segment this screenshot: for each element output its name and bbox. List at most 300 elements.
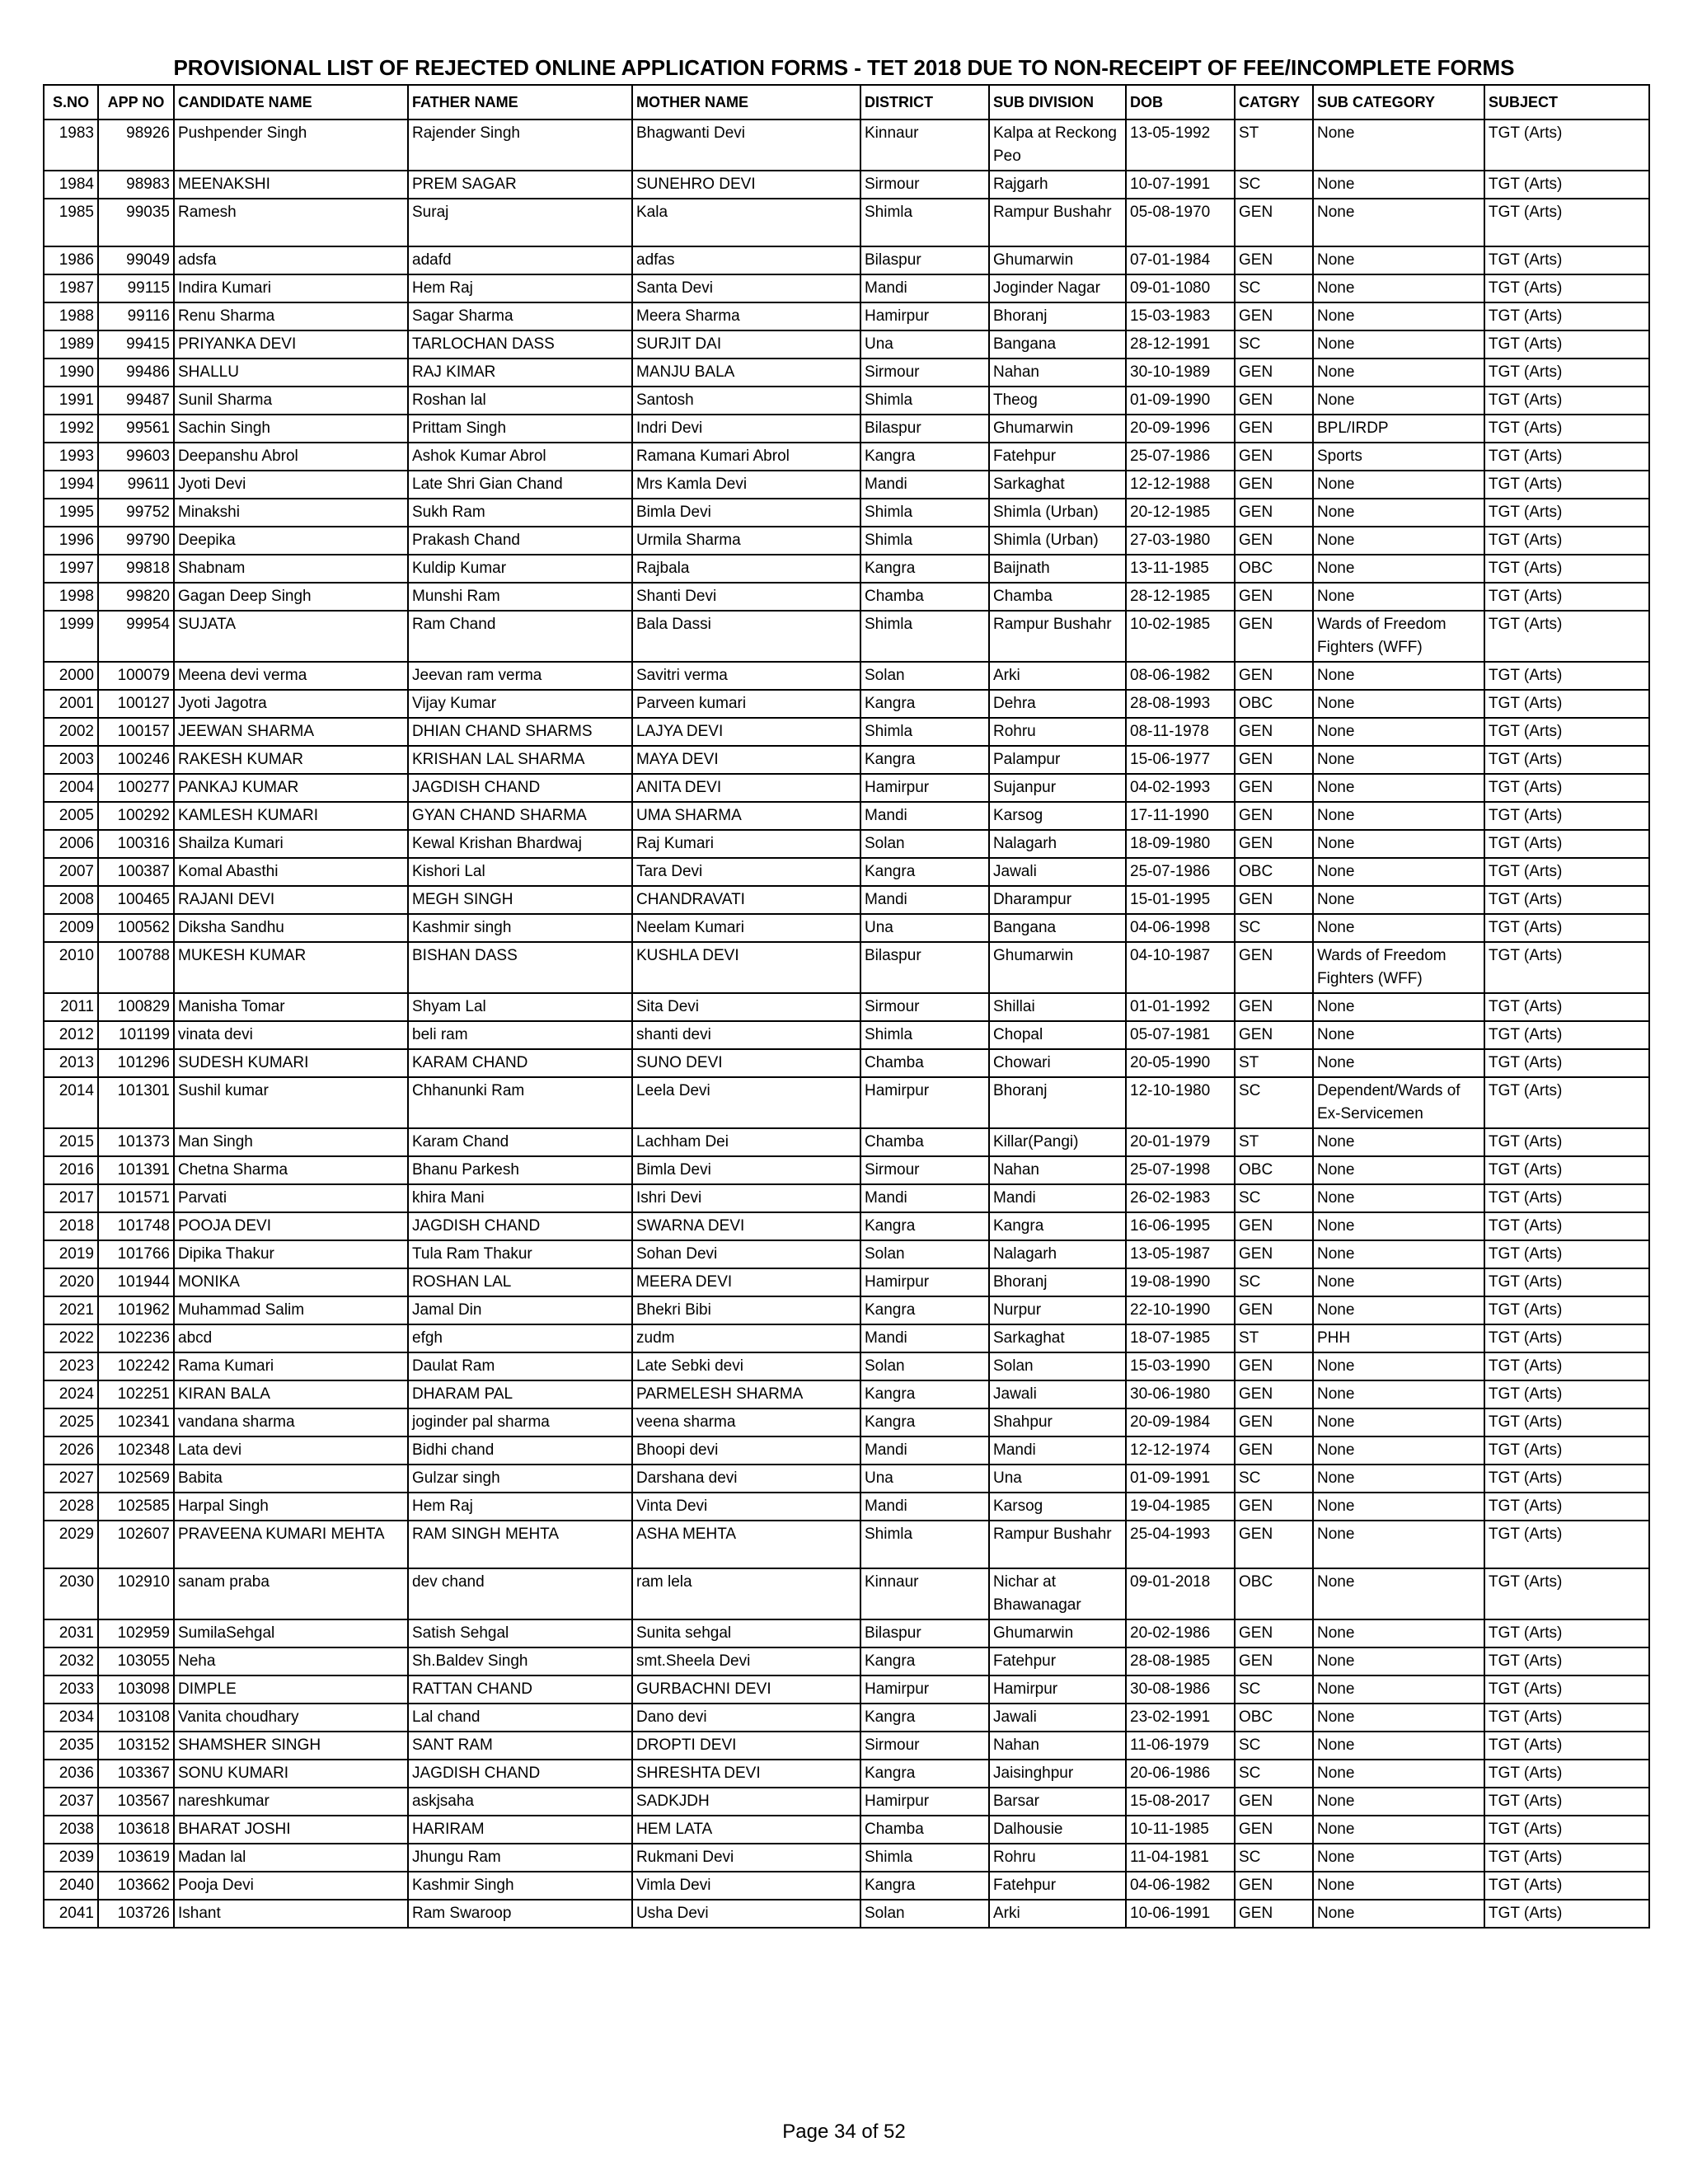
- cell-district: Mandi: [860, 471, 989, 499]
- cell-mother-name: shanti devi: [632, 1021, 860, 1049]
- cell-mother-name: adfas: [632, 246, 860, 274]
- cell-district: Bilaspur: [860, 415, 989, 443]
- cell-father-name: Tula Ram Thakur: [408, 1240, 632, 1268]
- cell-sub-division: Shimla (Urban): [989, 499, 1126, 527]
- cell-candidate-name: BHARAT JOSHI: [174, 1816, 408, 1844]
- cell-sno: 2034: [44, 1704, 98, 1732]
- cell-sub-category: None: [1313, 1568, 1484, 1619]
- cell-father-name: Ashok Kumar Abrol: [408, 443, 632, 471]
- cell-dob: 01-01-1992: [1126, 993, 1235, 1021]
- table-row: [44, 858, 1649, 886]
- cell-app-no: 99603: [98, 443, 174, 471]
- cell-app-no: 101571: [98, 1184, 174, 1212]
- cell-sub-category: Wards of Freedom Fighters (WFF): [1313, 611, 1484, 662]
- cell-category: GEN: [1235, 1816, 1313, 1844]
- cell-sno: 2017: [44, 1184, 98, 1212]
- cell-app-no: 99752: [98, 499, 174, 527]
- cell-mother-name: MANJU BALA: [632, 359, 860, 387]
- cell-district: Kinnaur: [860, 120, 989, 171]
- cell-category: GEN: [1235, 942, 1313, 993]
- cell-category: GEN: [1235, 1619, 1313, 1647]
- cell-sno: 2025: [44, 1408, 98, 1436]
- cell-sub-category: None: [1313, 802, 1484, 830]
- cell-subject: TGT (Arts): [1484, 274, 1649, 302]
- cell-sub-division: Arki: [989, 662, 1126, 690]
- cell-subject: TGT (Arts): [1484, 611, 1649, 662]
- cell-app-no: 99486: [98, 359, 174, 387]
- cell-candidate-name: Gagan Deep Singh: [174, 583, 408, 611]
- cell-sno: 1985: [44, 199, 98, 246]
- cell-father-name: dev chand: [408, 1568, 632, 1619]
- cell-sub-division: Bangana: [989, 330, 1126, 359]
- cell-district: Shimla: [860, 199, 989, 246]
- table-row: [44, 1380, 1649, 1408]
- cell-app-no: 99049: [98, 246, 174, 274]
- cell-candidate-name: Minakshi: [174, 499, 408, 527]
- cell-mother-name: Sohan Devi: [632, 1240, 860, 1268]
- cell-mother-name: LAJYA DEVI: [632, 718, 860, 746]
- cell-subject: TGT (Arts): [1484, 1647, 1649, 1675]
- cell-father-name: RATTAN CHAND: [408, 1675, 632, 1704]
- cell-subject: TGT (Arts): [1484, 1049, 1649, 1077]
- cell-sub-division: Baijnath: [989, 555, 1126, 583]
- cell-sub-division: Bhoranj: [989, 1268, 1126, 1296]
- cell-candidate-name: vinata devi: [174, 1021, 408, 1049]
- cell-dob: 11-04-1981: [1126, 1844, 1235, 1872]
- cell-mother-name: Bhekri Bibi: [632, 1296, 860, 1324]
- cell-sub-division: Karsog: [989, 1493, 1126, 1521]
- cell-subject: TGT (Arts): [1484, 1788, 1649, 1816]
- table-row: [44, 1296, 1649, 1324]
- cell-district: Kangra: [860, 1872, 989, 1900]
- cell-app-no: 99818: [98, 555, 174, 583]
- table-row: [44, 914, 1649, 942]
- cell-app-no: 99035: [98, 199, 174, 246]
- cell-candidate-name: Jyoti Jagotra: [174, 690, 408, 718]
- cell-category: SC: [1235, 1077, 1313, 1128]
- cell-mother-name: Sita Devi: [632, 993, 860, 1021]
- cell-sno: 1997: [44, 555, 98, 583]
- cell-sub-category: None: [1313, 330, 1484, 359]
- cell-sno: 2041: [44, 1900, 98, 1928]
- cell-sub-division: Rohru: [989, 718, 1126, 746]
- cell-mother-name: zudm: [632, 1324, 860, 1352]
- cell-mother-name: Savitri verma: [632, 662, 860, 690]
- cell-father-name: beli ram: [408, 1021, 632, 1049]
- cell-candidate-name: Jyoti Devi: [174, 471, 408, 499]
- cell-father-name: Shyam Lal: [408, 993, 632, 1021]
- cell-app-no: 103567: [98, 1788, 174, 1816]
- table-row: [44, 886, 1649, 914]
- cell-subject: TGT (Arts): [1484, 1408, 1649, 1436]
- cell-dob: 15-06-1977: [1126, 746, 1235, 774]
- cell-sub-division: Fatehpur: [989, 1647, 1126, 1675]
- cell-sub-division: Ghumarwin: [989, 415, 1126, 443]
- cell-mother-name: Rukmani Devi: [632, 1844, 860, 1872]
- cell-candidate-name: Rama Kumari: [174, 1352, 408, 1380]
- cell-candidate-name: Ramesh: [174, 199, 408, 246]
- cell-dob: 30-10-1989: [1126, 359, 1235, 387]
- cell-sno: 1996: [44, 527, 98, 555]
- cell-father-name: Karam Chand: [408, 1128, 632, 1156]
- cell-district: Sirmour: [860, 1732, 989, 1760]
- cell-category: GEN: [1235, 359, 1313, 387]
- cell-dob: 10-11-1985: [1126, 1816, 1235, 1844]
- cell-sub-category: None: [1313, 583, 1484, 611]
- table-row: [44, 1760, 1649, 1788]
- cell-subject: TGT (Arts): [1484, 443, 1649, 471]
- table-row: [44, 1872, 1649, 1900]
- cell-app-no: 99611: [98, 471, 174, 499]
- page-title: PROVISIONAL LIST OF REJECTED ONLINE APPLICATION FORMS - TET 2018 DUE TO NON-RECEIPT OF FEE/INCOMPLETE FORMS: [173, 55, 1515, 80]
- cell-candidate-name: Komal Abasthi: [174, 858, 408, 886]
- cell-subject: TGT (Arts): [1484, 1380, 1649, 1408]
- cell-sub-category: None: [1313, 1521, 1484, 1568]
- table-row: [44, 443, 1649, 471]
- cell-candidate-name: Manisha Tomar: [174, 993, 408, 1021]
- cell-sub-category: None: [1313, 1021, 1484, 1049]
- cell-candidate-name: Shabnam: [174, 555, 408, 583]
- cell-dob: 18-09-1980: [1126, 830, 1235, 858]
- cell-candidate-name: PRIYANKA DEVI: [174, 330, 408, 359]
- cell-candidate-name: Neha: [174, 1647, 408, 1675]
- cell-district: Kangra: [860, 555, 989, 583]
- cell-sub-category: None: [1313, 830, 1484, 858]
- cell-dob: 25-04-1993: [1126, 1521, 1235, 1568]
- table-row: [44, 1352, 1649, 1380]
- cell-category: OBC: [1235, 690, 1313, 718]
- cell-subject: TGT (Arts): [1484, 942, 1649, 993]
- cell-sno: 2006: [44, 830, 98, 858]
- cell-sub-category: None: [1313, 246, 1484, 274]
- cell-candidate-name: PANKAJ KUMAR: [174, 774, 408, 802]
- cell-district: Una: [860, 914, 989, 942]
- cell-category: GEN: [1235, 774, 1313, 802]
- cell-district: Bilaspur: [860, 942, 989, 993]
- cell-district: Shimla: [860, 499, 989, 527]
- cell-candidate-name: Chetna Sharma: [174, 1156, 408, 1184]
- cell-father-name: Gulzar singh: [408, 1465, 632, 1493]
- col-header-sub-category: SUB CATEGORY: [1313, 85, 1484, 120]
- table-row: [44, 1900, 1649, 1928]
- cell-dob: 30-08-1986: [1126, 1675, 1235, 1704]
- cell-father-name: RAJ KIMAR: [408, 359, 632, 387]
- cell-sub-division: Rajgarh: [989, 171, 1126, 199]
- cell-district: Sirmour: [860, 993, 989, 1021]
- cell-sub-division: Nahan: [989, 1732, 1126, 1760]
- cell-candidate-name: Vanita choudhary: [174, 1704, 408, 1732]
- cell-subject: TGT (Arts): [1484, 1128, 1649, 1156]
- cell-dob: 01-09-1990: [1126, 387, 1235, 415]
- cell-candidate-name: Muhammad Salim: [174, 1296, 408, 1324]
- cell-district: Mandi: [860, 802, 989, 830]
- table-row: [44, 1732, 1649, 1760]
- cell-sno: 2008: [44, 886, 98, 914]
- col-header-candidate-name: CANDIDATE NAME: [174, 85, 408, 120]
- cell-sno: 2002: [44, 718, 98, 746]
- cell-candidate-name: DIMPLE: [174, 1675, 408, 1704]
- cell-father-name: Bidhi chand: [408, 1436, 632, 1465]
- cell-subject: TGT (Arts): [1484, 415, 1649, 443]
- table-body: [44, 120, 1649, 1928]
- cell-category: GEN: [1235, 1352, 1313, 1380]
- cell-category: ST: [1235, 120, 1313, 171]
- cell-mother-name: Santosh: [632, 387, 860, 415]
- cell-district: Shimla: [860, 527, 989, 555]
- cell-dob: 04-06-1998: [1126, 914, 1235, 942]
- cell-district: Kangra: [860, 443, 989, 471]
- cell-category: GEN: [1235, 1872, 1313, 1900]
- cell-category: OBC: [1235, 1704, 1313, 1732]
- cell-candidate-name: MUKESH KUMAR: [174, 942, 408, 993]
- cell-sno: 2007: [44, 858, 98, 886]
- cell-sub-division: Rampur Bushahr: [989, 1521, 1126, 1568]
- cell-sub-division: Joginder Nagar: [989, 274, 1126, 302]
- table-row: [44, 555, 1649, 583]
- cell-candidate-name: Pushpender Singh: [174, 120, 408, 171]
- cell-category: GEN: [1235, 1647, 1313, 1675]
- cell-district: Kangra: [860, 1296, 989, 1324]
- cell-subject: TGT (Arts): [1484, 1568, 1649, 1619]
- cell-district: Shimla: [860, 718, 989, 746]
- cell-sno: 2012: [44, 1021, 98, 1049]
- table-row: [44, 1619, 1649, 1647]
- cell-mother-name: KUSHLA DEVI: [632, 942, 860, 993]
- cell-subject: TGT (Arts): [1484, 1436, 1649, 1465]
- cell-sno: 2004: [44, 774, 98, 802]
- cell-father-name: Prittam Singh: [408, 415, 632, 443]
- table-row: [44, 1240, 1649, 1268]
- cell-district: Mandi: [860, 886, 989, 914]
- cell-app-no: 103367: [98, 1760, 174, 1788]
- cell-father-name: Jeevan ram verma: [408, 662, 632, 690]
- cell-subject: TGT (Arts): [1484, 302, 1649, 330]
- cell-sno: 2039: [44, 1844, 98, 1872]
- cell-district: Solan: [860, 1352, 989, 1380]
- table-row: [44, 1408, 1649, 1436]
- cell-sub-division: Rampur Bushahr: [989, 611, 1126, 662]
- cell-dob: 12-12-1988: [1126, 471, 1235, 499]
- cell-sno: 2040: [44, 1872, 98, 1900]
- cell-subject: TGT (Arts): [1484, 1900, 1649, 1928]
- cell-dob: 04-02-1993: [1126, 774, 1235, 802]
- cell-subject: TGT (Arts): [1484, 1268, 1649, 1296]
- cell-district: Hamirpur: [860, 774, 989, 802]
- cell-father-name: BISHAN DASS: [408, 942, 632, 993]
- cell-sub-division: Sujanpur: [989, 774, 1126, 802]
- table-row: [44, 830, 1649, 858]
- cell-candidate-name: RAKESH KUMAR: [174, 746, 408, 774]
- cell-candidate-name: Diksha Sandhu: [174, 914, 408, 942]
- cell-sub-division: Dehra: [989, 690, 1126, 718]
- cell-district: Kangra: [860, 746, 989, 774]
- cell-category: SC: [1235, 1844, 1313, 1872]
- cell-dob: 10-06-1991: [1126, 1900, 1235, 1928]
- cell-category: GEN: [1235, 1900, 1313, 1928]
- cell-app-no: 103108: [98, 1704, 174, 1732]
- table-row: [44, 359, 1649, 387]
- cell-district: Kangra: [860, 858, 989, 886]
- cell-sub-category: None: [1313, 1184, 1484, 1212]
- cell-subject: TGT (Arts): [1484, 246, 1649, 274]
- table-row: [44, 120, 1649, 171]
- table-header-row: [44, 85, 1649, 120]
- cell-sno: 1994: [44, 471, 98, 499]
- cell-dob: 17-11-1990: [1126, 802, 1235, 830]
- cell-mother-name: Bimla Devi: [632, 1156, 860, 1184]
- cell-app-no: 103618: [98, 1816, 174, 1844]
- cell-app-no: 99954: [98, 611, 174, 662]
- cell-father-name: Hem Raj: [408, 1493, 632, 1521]
- cell-mother-name: smt.Sheela Devi: [632, 1647, 860, 1675]
- cell-father-name: Sukh Ram: [408, 499, 632, 527]
- cell-mother-name: Mrs Kamla Devi: [632, 471, 860, 499]
- cell-sub-division: Shillai: [989, 993, 1126, 1021]
- cell-mother-name: Vimla Devi: [632, 1872, 860, 1900]
- cell-sub-division: Nurpur: [989, 1296, 1126, 1324]
- cell-sub-category: None: [1313, 1760, 1484, 1788]
- cell-district: Una: [860, 330, 989, 359]
- cell-category: GEN: [1235, 611, 1313, 662]
- cell-subject: TGT (Arts): [1484, 662, 1649, 690]
- cell-mother-name: SURJIT DAI: [632, 330, 860, 359]
- table-row: [44, 1436, 1649, 1465]
- cell-district: Hamirpur: [860, 1788, 989, 1816]
- cell-candidate-name: Deepanshu Abrol: [174, 443, 408, 471]
- cell-category: GEN: [1235, 886, 1313, 914]
- cell-sno: 2016: [44, 1156, 98, 1184]
- cell-dob: 13-11-1985: [1126, 555, 1235, 583]
- cell-father-name: Chhanunki Ram: [408, 1077, 632, 1128]
- cell-candidate-name: PRAVEENA KUMARI MEHTA: [174, 1521, 408, 1568]
- cell-dob: 04-06-1982: [1126, 1872, 1235, 1900]
- cell-mother-name: Parveen kumari: [632, 690, 860, 718]
- cell-sub-category: None: [1313, 471, 1484, 499]
- cell-mother-name: SHRESHTA DEVI: [632, 1760, 860, 1788]
- cell-sub-category: None: [1313, 359, 1484, 387]
- cell-dob: 28-12-1991: [1126, 330, 1235, 359]
- cell-sub-division: Chowari: [989, 1049, 1126, 1077]
- cell-subject: TGT (Arts): [1484, 774, 1649, 802]
- cell-category: GEN: [1235, 302, 1313, 330]
- table-row: [44, 274, 1649, 302]
- cell-dob: 25-07-1998: [1126, 1156, 1235, 1184]
- cell-subject: TGT (Arts): [1484, 583, 1649, 611]
- cell-sno: 2019: [44, 1240, 98, 1268]
- cell-app-no: 102585: [98, 1493, 174, 1521]
- cell-father-name: Rajender Singh: [408, 120, 632, 171]
- cell-father-name: Suraj: [408, 199, 632, 246]
- cell-district: Sirmour: [860, 359, 989, 387]
- cell-sub-division: Fatehpur: [989, 1872, 1126, 1900]
- cell-mother-name: Neelam Kumari: [632, 914, 860, 942]
- cell-mother-name: GURBACHNI DEVI: [632, 1675, 860, 1704]
- cell-mother-name: ram lela: [632, 1568, 860, 1619]
- cell-mother-name: Sunita sehgal: [632, 1619, 860, 1647]
- cell-sno: 1986: [44, 246, 98, 274]
- cell-father-name: JAGDISH CHAND: [408, 1760, 632, 1788]
- col-header-father-name: FATHER NAME: [408, 85, 632, 120]
- cell-sub-division: Bhoranj: [989, 1077, 1126, 1128]
- cell-category: GEN: [1235, 527, 1313, 555]
- cell-mother-name: SUNO DEVI: [632, 1049, 860, 1077]
- cell-sub-division: Jawali: [989, 1380, 1126, 1408]
- cell-mother-name: Darshana devi: [632, 1465, 860, 1493]
- cell-father-name: khira Mani: [408, 1184, 632, 1212]
- cell-sub-category: None: [1313, 1619, 1484, 1647]
- cell-sub-division: Barsar: [989, 1788, 1126, 1816]
- cell-candidate-name: SUJATA: [174, 611, 408, 662]
- cell-sub-category: None: [1313, 1380, 1484, 1408]
- cell-subject: TGT (Arts): [1484, 690, 1649, 718]
- cell-district: Shimla: [860, 1844, 989, 1872]
- cell-subject: TGT (Arts): [1484, 1872, 1649, 1900]
- table-row: [44, 1049, 1649, 1077]
- cell-dob: 19-04-1985: [1126, 1493, 1235, 1521]
- cell-category: ST: [1235, 1324, 1313, 1352]
- cell-app-no: 100829: [98, 993, 174, 1021]
- cell-sub-category: None: [1313, 1408, 1484, 1436]
- cell-dob: 20-01-1979: [1126, 1128, 1235, 1156]
- cell-father-name: Sh.Baldev Singh: [408, 1647, 632, 1675]
- cell-candidate-name: Harpal Singh: [174, 1493, 408, 1521]
- cell-app-no: 98926: [98, 120, 174, 171]
- cell-subject: TGT (Arts): [1484, 1521, 1649, 1568]
- cell-app-no: 103055: [98, 1647, 174, 1675]
- table-row: [44, 746, 1649, 774]
- cell-sub-category: None: [1313, 1493, 1484, 1521]
- cell-father-name: DHARAM PAL: [408, 1380, 632, 1408]
- cell-mother-name: veena sharma: [632, 1408, 860, 1436]
- cell-father-name: Satish Sehgal: [408, 1619, 632, 1647]
- cell-app-no: 100292: [98, 802, 174, 830]
- table-row: [44, 1493, 1649, 1521]
- cell-category: GEN: [1235, 662, 1313, 690]
- cell-father-name: RAM SINGH MEHTA: [408, 1521, 632, 1568]
- cell-candidate-name: Sachin Singh: [174, 415, 408, 443]
- cell-sub-division: Nichar at Bhawanagar: [989, 1568, 1126, 1619]
- cell-dob: 10-02-1985: [1126, 611, 1235, 662]
- cell-sub-category: None: [1313, 993, 1484, 1021]
- cell-mother-name: Dano devi: [632, 1704, 860, 1732]
- cell-app-no: 101748: [98, 1212, 174, 1240]
- col-header-dob: DOB: [1126, 85, 1235, 120]
- cell-app-no: 102348: [98, 1436, 174, 1465]
- cell-father-name: MEGH SINGH: [408, 886, 632, 914]
- cell-mother-name: DROPTI DEVI: [632, 1732, 860, 1760]
- cell-mother-name: ASHA MEHTA: [632, 1521, 860, 1568]
- cell-district: Mandi: [860, 274, 989, 302]
- cell-candidate-name: Indira Kumari: [174, 274, 408, 302]
- cell-sno: 1992: [44, 415, 98, 443]
- cell-mother-name: Bala Dassi: [632, 611, 860, 662]
- cell-father-name: Jamal Din: [408, 1296, 632, 1324]
- cell-candidate-name: MONIKA: [174, 1268, 408, 1296]
- table-row: [44, 1568, 1649, 1619]
- cell-category: SC: [1235, 1465, 1313, 1493]
- cell-subject: TGT (Arts): [1484, 718, 1649, 746]
- cell-district: Chamba: [860, 1816, 989, 1844]
- cell-subject: TGT (Arts): [1484, 171, 1649, 199]
- cell-sno: 2033: [44, 1675, 98, 1704]
- cell-sno: 2028: [44, 1493, 98, 1521]
- cell-sub-division: Kangra: [989, 1212, 1126, 1240]
- cell-sub-category: None: [1313, 1212, 1484, 1240]
- cell-candidate-name: Sushil kumar: [174, 1077, 408, 1128]
- cell-dob: 10-07-1991: [1126, 171, 1235, 199]
- cell-sub-category: None: [1313, 914, 1484, 942]
- cell-sno: 2009: [44, 914, 98, 942]
